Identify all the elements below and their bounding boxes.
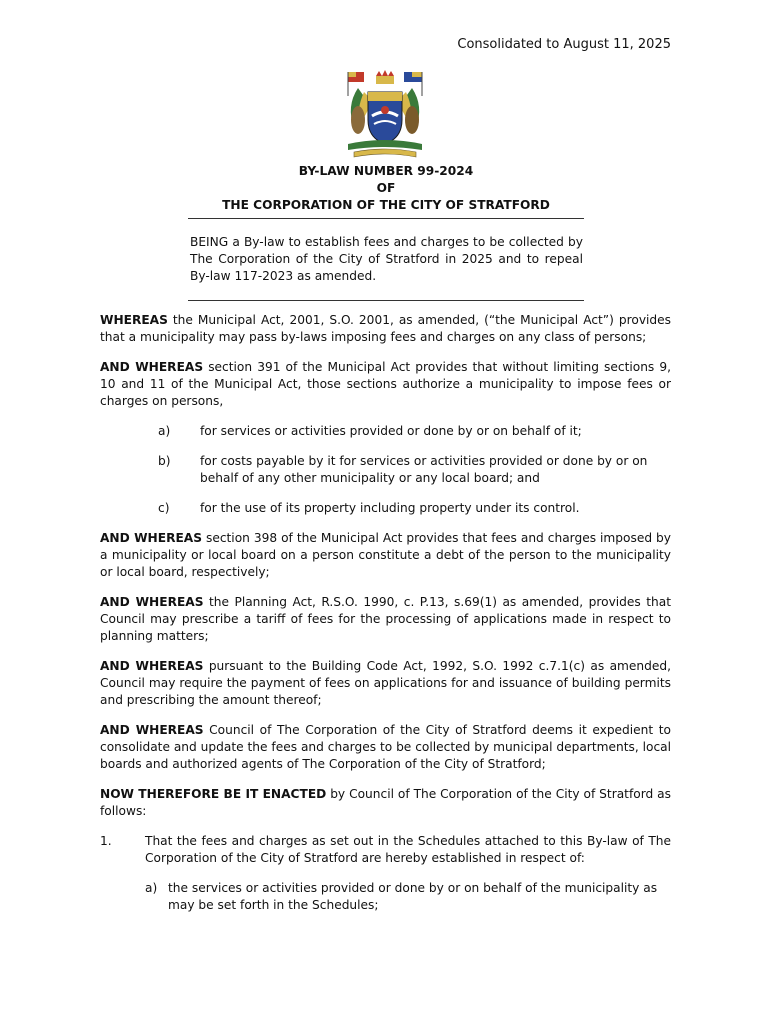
recital-text: the Municipal Act, 2001, S.O. 2001, as amended, (“the Municipal Act”) provides that a municipality may pass by-laws imposing fees and charges on any class of persons; (100, 313, 671, 344)
subitem-text: the services or activities provided or done by or on behalf of the municipality as may be set forth in the Schedules; (168, 881, 658, 912)
recital-paragraph (100, 312, 671, 346)
section-1-subitem (145, 880, 671, 914)
recital-lead: AND WHEREAS (100, 360, 204, 374)
list-marker: c) (158, 501, 170, 515)
recital-paragraph (100, 722, 671, 773)
list-item-text: for costs payable by it for services or activities provided or done by or on behalf of any other municipality or any local board; and (200, 454, 648, 485)
enacting-lead: NOW THEREFORE BE IT ENACTED (100, 787, 327, 801)
recital-paragraph (100, 594, 671, 645)
title-divider (188, 218, 584, 219)
recital-text: pursuant to the Building Code Act, 1992, S.O. 1992 c.7.1(c) as amended, Council may require the payment of fees on applications for and issuance of building permits and prescribing the amount thereof; (100, 659, 671, 707)
recital-paragraph (100, 530, 671, 581)
title-of: OF (376, 181, 396, 195)
subitem-marker: a) (145, 881, 158, 895)
recital-text: section 391 of the Municipal Act provides that without limiting sections 9, 10 and 11 of the Municipal Act, those sections authorize a municipality to impose fees or charges on persons, (100, 360, 671, 408)
recital-lead: AND WHEREAS (100, 659, 204, 673)
list-marker: b) (158, 454, 171, 468)
list-item-text: for the use of its property including property under its control. (200, 501, 580, 515)
bylaw-number: BY-LAW NUMBER 99-2024 (298, 164, 474, 178)
recital-text: Council of The Corporation of the City of Stratford deems it expedient to consolidate and update the fees and charges to be collected by municipal departments, local boards and authorized agents of The Corporation of the City of Stratford; (100, 723, 671, 771)
recital-text: the Planning Act, R.S.O. 1990, c. P.13, s.69(1) as amended, provides that Council may prescribe a tariff of fees for the processing of applications made in respect to planning matters; (100, 595, 671, 643)
purpose-divider (188, 300, 584, 301)
recital-lead: WHEREAS (100, 313, 168, 327)
recital-lead: AND WHEREAS (100, 531, 202, 545)
consolidated-date: Consolidated to August 11, 2025 (457, 37, 671, 52)
recital-paragraph (100, 658, 671, 709)
section-1 (100, 833, 671, 867)
corporation-name: THE CORPORATION OF THE CITY OF STRATFORD (222, 198, 550, 212)
bylaw-title (188, 163, 584, 214)
section-text: That the fees and charges as set out in the Schedules attached to this By-law of The Corporation of the City of Stratford are hereby established in respect of: (145, 834, 671, 865)
list-item (100, 453, 671, 487)
list-marker: a) (158, 424, 171, 438)
recital-lead: AND WHEREAS (100, 723, 204, 737)
section-number: 1. (100, 834, 112, 848)
recital-lead: AND WHEREAS (100, 595, 204, 609)
recital-paragraph (100, 359, 671, 410)
bylaw-body (100, 312, 671, 927)
recital-text: section 398 of the Municipal Act provides that fees and charges imposed by a municipality or local board on a person constitute a debt of the person to the municipality or local board, respectively; (100, 531, 671, 579)
city-coat-of-arms-icon (338, 66, 432, 160)
bylaw-purpose: BEING a By-law to establish fees and charges to be collected by The Corporation of the City of Stratford in 2025 and to repeal By-law 117-2023 as amended. (190, 235, 583, 283)
enacting-clause (100, 786, 671, 820)
list-item (100, 500, 671, 517)
list-item (100, 423, 671, 440)
enacting-text: by Council of The Corporation of the City of Stratford as follows: (100, 787, 671, 818)
list-item-text: for services or activities provided or done by or on behalf of it; (200, 424, 582, 438)
